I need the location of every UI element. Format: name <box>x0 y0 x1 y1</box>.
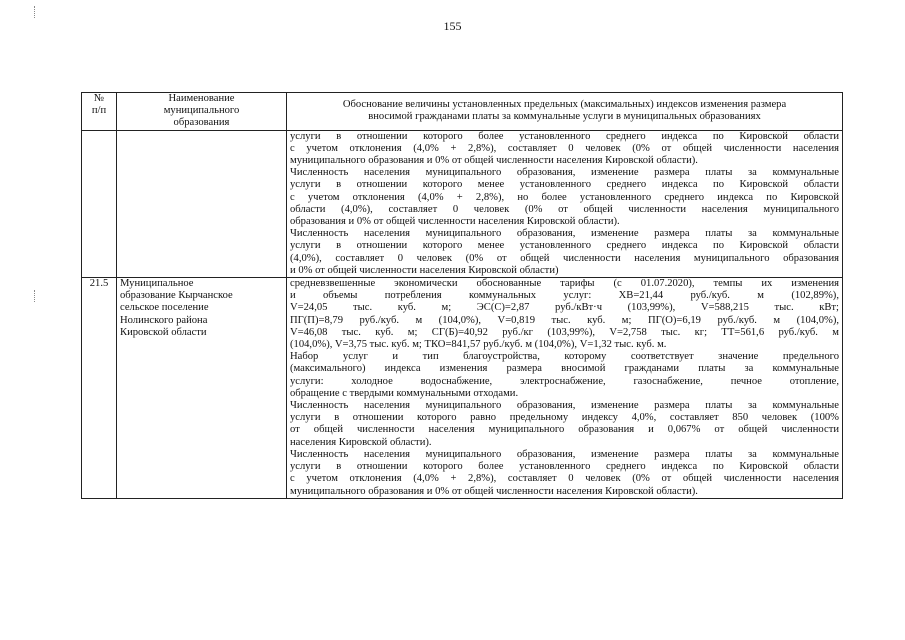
municipality-name-line: сельское поселение <box>120 302 209 314</box>
justification-line: ПГ(П)=8,79 руб./куб. м (104,0%), V=0,819 тыс. куб. м; ПГ(О)=6,19 руб./куб. м (104,0%), <box>290 314 839 326</box>
table-header-row <box>82 93 843 131</box>
tariff-justification-table <box>81 92 843 499</box>
justification-line: услуги в отношении которого более установленного среднего индекса по Кировской области <box>290 130 839 142</box>
page-number: 155 <box>443 19 462 33</box>
justification-line: и объемы потребления коммунальных услуг: ХВ=21,44 руб./куб. м (102,89%), <box>290 290 839 302</box>
header-desc-line: вносимой гражданами платы за коммунальные услуги в муниципальных образованиях <box>368 111 761 123</box>
municipality-name-line: Муниципальное <box>120 278 194 290</box>
justification-line: населения Кировской области). <box>290 436 432 448</box>
table-row <box>82 130 843 277</box>
justification-line: муниципального образования и 0% от общей численности населения Кировской области). <box>290 485 698 497</box>
header-num-line: п/п <box>91 105 107 117</box>
justification-text <box>287 278 843 499</box>
justification-line: Численность населения муниципального образования, изменение размера платы за коммунальные <box>290 400 839 412</box>
municipality-name-line: образование Кырчанское <box>120 290 233 302</box>
justification-line: образования и 0% от общей численности населения Кировской области). <box>290 216 620 228</box>
header-name <box>117 93 287 131</box>
header-description <box>287 93 843 131</box>
justification-text <box>287 130 843 277</box>
justification-line: Набор услуг и тип благоустройства, которому соответствует значение предельного <box>290 351 839 363</box>
municipality-name <box>117 278 287 499</box>
header-num <box>82 93 117 131</box>
table-row <box>82 278 843 499</box>
row-number <box>82 130 117 277</box>
justification-line: услуги в отношении которого менее установленного среднего индекса по Кировской области <box>290 179 839 191</box>
justification-line: Численность населения муниципального образования, изменение размера платы за коммунальные <box>290 448 839 460</box>
justification-line: с учетом отклонения (4,0% + 2,8%), составляет 0 человек (0% от общей численности населения <box>290 473 839 485</box>
justification-line: услуги в отношении которого равно предельному индексу 4,0%, составляет 850 человек (100% <box>290 412 839 424</box>
justification-line: (4,0%), составляет 0 человек (0% от общей численности населения муниципального образования <box>290 252 839 264</box>
municipality-name-line: Кировской области <box>120 326 207 338</box>
justification-line: обращение с твердыми коммунальными отходами. <box>290 387 519 399</box>
header-desc-line: Обоснование величины установленных предельных (максимальных) индексов изменения размера <box>342 99 787 110</box>
scan-mark-top <box>34 6 37 18</box>
row-number: 21.5 <box>82 278 117 499</box>
justification-line: области (4,0%), составляет 0 человек (0% от общей численности населения муниципального <box>290 203 839 215</box>
justification-line: с учетом отклонения (4,0% + 2,8%), но более установленного среднего индекса по Кировской <box>290 191 839 203</box>
justification-line: Численность населения муниципального образования, изменение размера платы за коммунальные <box>290 167 839 179</box>
scan-mark-middle <box>34 290 37 302</box>
justification-line: услуги в отношении которого более установленного среднего индекса по Кировской области <box>290 461 839 473</box>
justification-line: Численность населения муниципального образования, изменение размера платы за коммунальные <box>290 228 839 240</box>
justification-line: муниципального образования и 0% от общей численности населения Кировской области). <box>290 155 698 167</box>
header-num-line: № <box>93 93 105 104</box>
header-name-line: муниципального <box>163 105 240 117</box>
justification-line: средневзвешенные экономически обоснованные тарифы (с 01.07.2020), темпы их изменения <box>290 278 839 290</box>
justification-line: V=24,05 тыс. куб. м; ЭС(С)=2,87 руб./кВт·ч (103,99%), V=588,215 тыс. кВт; <box>290 302 839 314</box>
justification-line: от общей численности населения муниципального образования и 0,067% от общей численности <box>290 424 839 436</box>
header-name-line: образования <box>173 117 230 129</box>
justification-line: и 0% от общей численности населения Кировской области) <box>290 264 559 276</box>
justification-line: V=46,08 тыс. куб. м; СГ(Б)=40,92 руб./кг (103,99%), V=2,758 тыс. кг; ТТ=561,6 руб./куб. м <box>290 326 839 338</box>
header-name-line: Наименование <box>168 93 235 104</box>
justification-line: (максимального) индекса изменения размера вносимой гражданами платы за коммунальные <box>290 363 839 375</box>
justification-line: услуги в отношении которого менее установленного среднего индекса по Кировской области <box>290 240 839 252</box>
municipality-name <box>117 130 287 277</box>
justification-line: услуги: холодное водоснабжение, электроснабжение, газоснабжение, печное отопление, <box>290 375 839 387</box>
justification-line: (104,0%), V=3,75 тыс. куб. м; ТКО=841,57 руб./куб. м (104,0%), V=1,32 тыс. куб. м. <box>290 339 667 351</box>
justification-line: с учетом отклонения (4,0% + 2,8%), составляет 0 человек (0% от общей численности населения <box>290 142 839 154</box>
municipality-name-line: Нолинского района <box>120 314 208 326</box>
